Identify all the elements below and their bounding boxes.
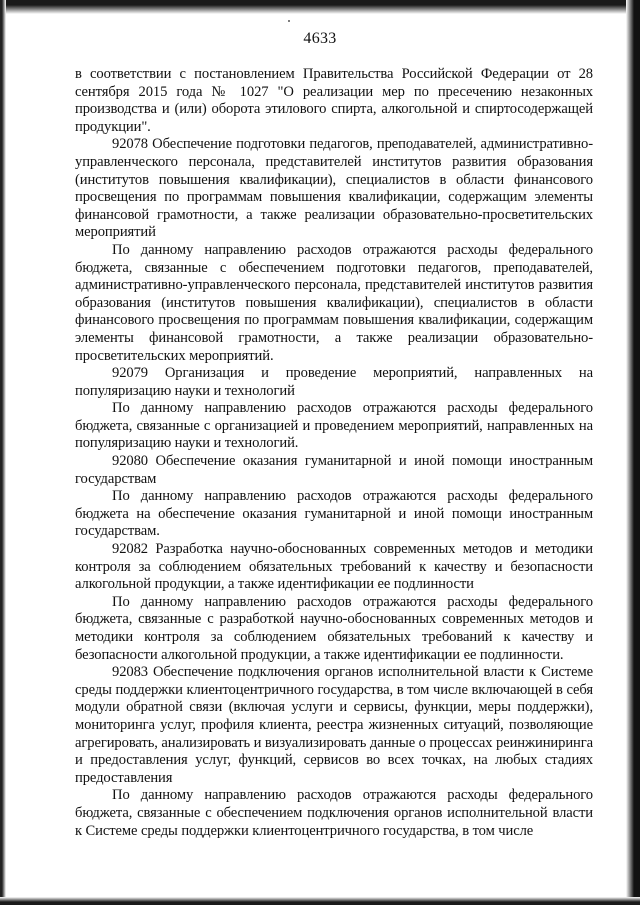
- paragraph-continuation: в соответствии с постановлением Правительства Российской Федерации от 28 сентября 2015 года № 1027 "О реализации мер по пресечению незаконных производства и (или) оборота этилового спирта, алкогольной и спиртосодержащей продукции".: [75, 66, 593, 135]
- scan-speck: [288, 20, 290, 22]
- section-text-92078: По данному направлению расходов отражаются расходы федерального бюджета, связанные с обеспечением подготовки педагогов, преподавателей, административно-управленческого персонала, представителей институтов развития образования (институтов повышения квалификации), специалистов в области финансового просвещения по программам повышения квалификации, содержащим элементы финансовой грамотности, а также реализации образовательно-просветительских мероприятий.: [75, 241, 593, 364]
- page-number: 4633: [303, 30, 337, 47]
- section-text-92079: По данному направлению расходов отражаются расходы федерального бюджета, связанные с организацией и проведением мероприятий, направленных на популяризацию науки и технологий.: [75, 400, 593, 452]
- section-heading-92078: 92078 Обеспечение подготовки педагогов, преподавателей, административно-управленческого персонала, представителей институтов развития образования (институтов повышения квалификации), специалистов в области финансового просвещения по программам повышения квалификации, содержащим элементы финансовой грамотности, а также реализации образовательно-просветительских мероприятий: [75, 136, 593, 241]
- scan-border-right: [626, 0, 640, 905]
- section-text-92083: По данному направлению расходов отражаются расходы федерального бюджета, связанные с обеспечением подключения органов исполнительной власти к Системе среды поддержки клиентоцентричного государства, в том числе: [75, 787, 593, 839]
- document-body: [75, 66, 593, 840]
- section-heading-92083: 92083 Обеспечение подключения органов исполнительной власти к Системе среды поддержки клиентоцентричного государства, в том числе включающей в себя модули обратной связи (включая услуги и сервисы, функции, меры поддержки), мониторинга услуг, профиля клиента, реестра жизненных ситуаций, позволяющие агрегировать, анализировать и визуализировать данные о процессах реинжиниринга и предоставления услуг, функций, сервисов во всех точках, на любых стадиях предоставления: [75, 664, 593, 786]
- scan-border-top: [0, 0, 640, 14]
- section-text-92080: По данному направлению расходов отражаются расходы федерального бюджета на обеспечение оказания гуманитарной и иной помощи иностранным государствам.: [75, 488, 593, 540]
- section-text-92082: По данному направлению расходов отражаются расходы федерального бюджета, связанные с разработкой научно-обоснованных современных методов и методики контроля за соблюдением обязательных требований к качеству и безопасности алкогольной продукции, а также идентификации ее подлинности.: [75, 593, 593, 663]
- section-heading-92082: 92082 Разработка научно-обоснованных современных методов и методики контроля за соблюдением обязательных требований к качеству и безопасности алкогольной продукции, а также идентификации ее подлинности: [75, 541, 593, 593]
- scan-border-left: [0, 0, 6, 905]
- scan-border-bottom: [0, 897, 640, 905]
- section-heading-92079: 92079 Организация и проведение мероприятий, направленных на популяризацию науки и технологий: [75, 365, 593, 399]
- section-heading-92080: 92080 Обеспечение оказания гуманитарной и иной помощи иностранным государствам: [75, 453, 593, 487]
